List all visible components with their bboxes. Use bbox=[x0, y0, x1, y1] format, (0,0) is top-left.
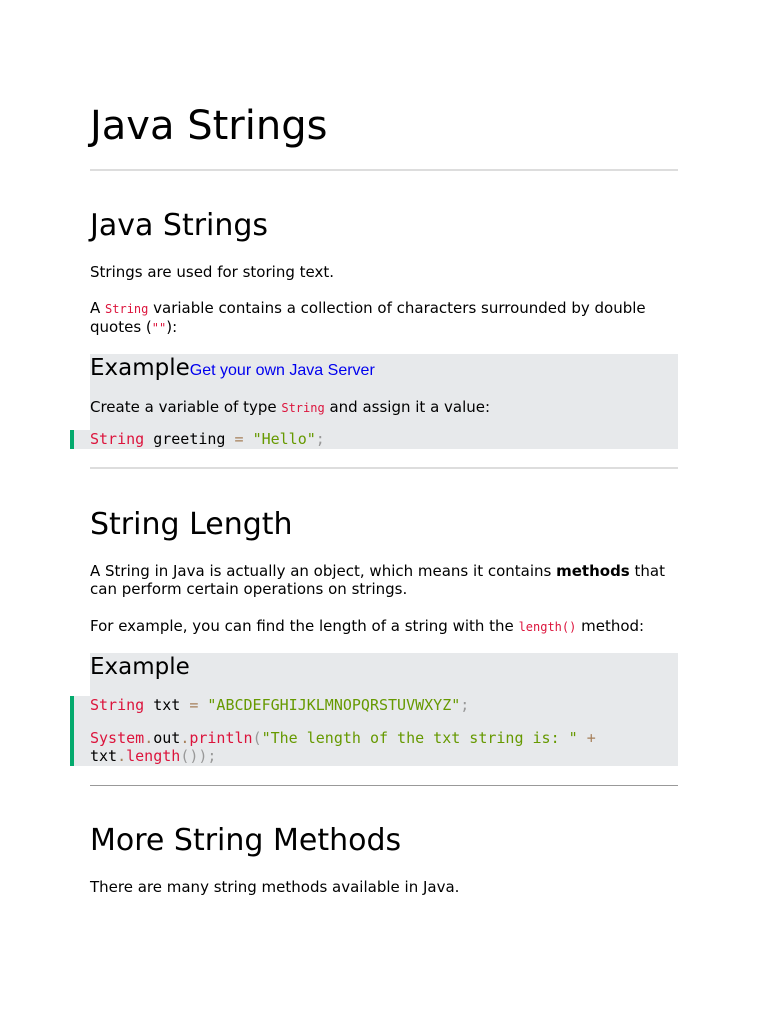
code-dot: . bbox=[117, 747, 127, 765]
example-1-gutter bbox=[70, 354, 90, 416]
code-assign: = bbox=[234, 430, 244, 448]
code-block-2 bbox=[70, 696, 678, 766]
example-heading-2 bbox=[90, 653, 190, 681]
code-var-name: greeting bbox=[144, 430, 235, 448]
code-plus: + bbox=[586, 729, 596, 747]
section-1-divider bbox=[90, 467, 678, 469]
code-var-name: txt bbox=[144, 696, 190, 714]
desc-post: ): bbox=[166, 318, 178, 336]
section-2-divider bbox=[90, 785, 678, 786]
more-methods-paragraph bbox=[90, 878, 678, 896]
code-block-1 bbox=[70, 430, 678, 449]
code-dot: . bbox=[144, 729, 154, 747]
title-divider bbox=[90, 169, 678, 171]
code-tail: ()); bbox=[180, 747, 217, 765]
more-methods-text: There are many string methods available in Java. bbox=[90, 878, 460, 896]
code-println: println bbox=[189, 729, 253, 747]
code-out: out bbox=[153, 729, 181, 747]
code-paren: ( bbox=[252, 729, 262, 747]
desc-mid: variable contains a collection of characters surrounded by double quotes ( bbox=[90, 299, 646, 336]
para1-pre: A String in Java is actually an object, which means it contains bbox=[90, 562, 557, 580]
code-string-value: "ABCDEFGHIJKLMNOPQRSTUVWXYZ" bbox=[207, 696, 461, 714]
section-title-java-strings: Java Strings bbox=[90, 208, 269, 243]
code-type: String bbox=[90, 696, 145, 714]
methods-bold: methods bbox=[556, 562, 630, 580]
example-2-gutter bbox=[70, 653, 90, 696]
double-quotes-code: "" bbox=[151, 321, 167, 335]
code-dot: . bbox=[180, 729, 190, 747]
code-semicolon: ; bbox=[460, 696, 470, 714]
string-keyword-code: String bbox=[105, 302, 149, 316]
para1-post: that can perform certain operations on strings. bbox=[90, 562, 665, 598]
code-string-value: "The length of the txt string is: " bbox=[261, 729, 578, 747]
code-line-length bbox=[90, 747, 678, 765]
desc-pre: A bbox=[90, 299, 106, 317]
code-line-println bbox=[90, 729, 678, 747]
code-system: System bbox=[90, 729, 145, 747]
code-semicolon: ; bbox=[315, 430, 325, 448]
example-1-description bbox=[90, 398, 678, 417]
string-description-paragraph bbox=[90, 299, 678, 337]
example-heading-text: Example bbox=[90, 355, 190, 381]
string-object-paragraph bbox=[90, 562, 678, 598]
para2-post: method: bbox=[576, 617, 645, 635]
code-assign: = bbox=[189, 696, 199, 714]
section-title-string-length: String Length bbox=[90, 507, 293, 542]
section-title-more-methods: More String Methods bbox=[90, 823, 402, 858]
code-line-txt bbox=[90, 696, 678, 714]
page-title: Java Strings bbox=[90, 103, 328, 149]
code-line-greeting bbox=[90, 430, 678, 448]
length-method-code: length() bbox=[518, 620, 577, 634]
example-heading-text: Example bbox=[90, 654, 190, 680]
code-string-value: "Hello" bbox=[252, 430, 316, 448]
code-length: length bbox=[126, 747, 181, 765]
example-1-text-post: and assign it a value: bbox=[324, 398, 491, 416]
length-method-paragraph bbox=[90, 617, 678, 636]
code-space bbox=[244, 430, 253, 448]
intro-text: Strings are used for storing text. bbox=[90, 263, 334, 281]
example-1-text-pre: Create a variable of type bbox=[90, 398, 282, 416]
para2-pre: For example, you can find the length of a string with the bbox=[90, 617, 519, 635]
code-space bbox=[578, 729, 587, 747]
code-txt: txt bbox=[90, 747, 118, 765]
intro-paragraph bbox=[90, 263, 678, 281]
get-java-server-link[interactable]: Get your own Java Server bbox=[189, 362, 375, 379]
example-1-string-code: String bbox=[281, 401, 325, 415]
example-heading-1 bbox=[90, 354, 375, 385]
code-type: String bbox=[90, 430, 145, 448]
